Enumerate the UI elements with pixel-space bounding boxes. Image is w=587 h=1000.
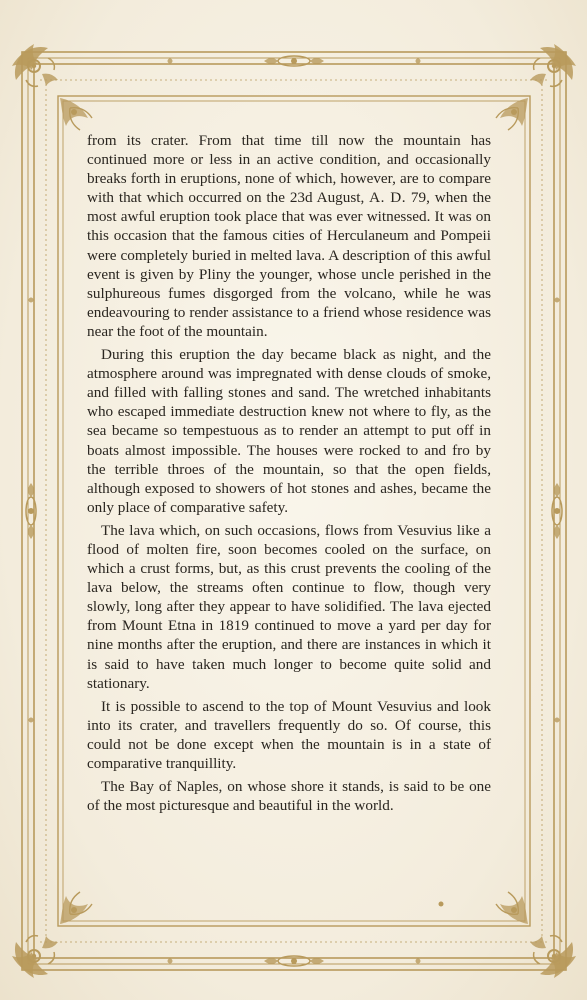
paragraph-3: The lava which, on such occasions, flows from Vesuvius like a flood of molten fire, soon becomes cooled on the surface, on which a crust forms, but, as this crust prevents the cooling of the lava below, the streams often continue to flow, though very slowly, long after they appear to have solidified. The lava ejected from Mount Etna in 1819 continued to move a yard per day for nine months after the eruption, and there are instances in which it is said to have taken much longer to become quite solid and stationary. bbox=[87, 521, 491, 692]
paragraph-1: from its crater. From that time till now the mountain has continued more or less in an active condition, and occasionally breaks forth in eruptions, none of which, however, are to compare with that which occurred on the 23d August, A. D. 79, when the most awful eruption took place that was ever witnessed. It was on this occasion that the famous cities of Herculaneum and Pompeii were completely buried in melted lava. A description of this awful event is given by Pliny the younger, whose uncle perished in the sulphureous fumes disgorged from the volcano, while he was endeavouring to render assistance to a friend whose residence was near the foot of the mountain. bbox=[87, 132, 492, 340]
paragraph-5: The Bay of Naples, on whose shore it stands, is said to be one of the most picturesque and beautiful in the world. bbox=[87, 778, 491, 815]
paragraph-4: It is possible to ascend to the top of Mount Vesuvius and look into its crater, and travellers frequently do so. Of course, this could not be done except when the mountain is in a state of comparative tranquillity. bbox=[87, 697, 491, 772]
era-abbreviation: A. D. bbox=[369, 189, 407, 207]
paragraph-2: During this eruption the day became black as night, and the atmosphere around was impregnated with dense clouds of smoke, and filled with falling stones and sand. The wretched inhabitants who escaped immediate destruction knew not where to fly, as the sea became so tempestuous as to render an attempt to put off in boats almost impossible. The houses were rocked to and fro by the terrible throes of the mountain, so that the open fields, although exposed to showers of hot stones and ashes, became the only place of comparative safety. bbox=[87, 346, 491, 516]
page-body-text bbox=[87, 131, 491, 819]
